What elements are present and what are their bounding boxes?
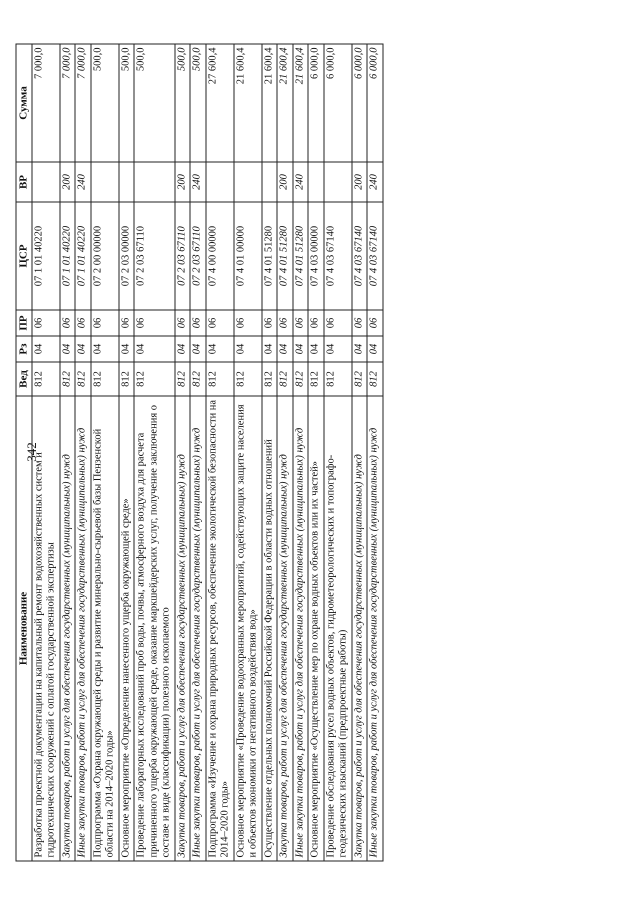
cell-name: Проведение обследования русел водных объектов, гидрометеорологических и топографо-геодезических изысканий (предпроектные работы) — [324, 396, 352, 861]
table-row — [206, 44, 234, 861]
cell-name: Закупка товаров, работ и услуг для обеспечения государственных (муниципальных) нужд — [60, 396, 76, 861]
cell-rz: 04 — [134, 336, 175, 362]
header-rz: Рз — [16, 336, 32, 362]
cell-name: Иные закупки товаров, работ и услуг для обеспечения государственных (муниципальных) нужд — [190, 396, 206, 861]
cell-sum: 27 600,4 — [206, 44, 234, 162]
cell-vr: 200 — [175, 162, 191, 202]
cell-vr — [32, 162, 60, 202]
cell-sum: 500,0 — [134, 44, 175, 162]
table-body — [32, 44, 383, 861]
cell-ved: 812 — [277, 362, 293, 396]
header-ved: Вед — [16, 362, 32, 396]
cell-rz: 04 — [32, 336, 60, 362]
cell-rz: 04 — [262, 336, 278, 362]
cell-sum: 7 000,0 — [60, 44, 76, 162]
cell-vr — [324, 162, 352, 202]
cell-rz: 04 — [190, 336, 206, 362]
cell-sum: 6 000,0 — [367, 44, 383, 162]
cell-ved: 812 — [352, 362, 368, 396]
table-row — [352, 44, 368, 861]
cell-name: Подпрограмма «Изучение и охрана природных ресурсов, обеспечение экологической безопасности на 2014–2020 годы» — [206, 396, 234, 861]
cell-vr — [119, 162, 135, 202]
table-row — [119, 44, 135, 861]
header-csr: ЦСР — [16, 202, 32, 310]
table-row — [190, 44, 206, 861]
cell-csr: 07 1 01 40220 — [60, 202, 76, 310]
budget-table-sheet — [16, 45, 574, 862]
cell-csr: 07 1 01 40220 — [75, 202, 91, 310]
table-row — [308, 44, 324, 861]
cell-name: Основное мероприятие «Определение нанесенного ущерба окружающей среде» — [119, 396, 135, 861]
table-row — [277, 44, 293, 861]
cell-name: Проведение лабораторных исследований проб воды, почвы, атмосферного воздуха для расчета причиненного ущерба окружающей среде, оказание маркшейдерских услуг, получение заключения о составе и виде (классификации) полезного ископаемого — [134, 396, 175, 861]
table-row — [293, 44, 309, 861]
cell-vr — [262, 162, 278, 202]
cell-rz: 04 — [175, 336, 191, 362]
cell-sum: 500,0 — [175, 44, 191, 162]
cell-csr: 07 2 03 67110 — [134, 202, 175, 310]
cell-ved: 812 — [60, 362, 76, 396]
cell-rz: 04 — [234, 336, 262, 362]
cell-pr: 06 — [367, 310, 383, 336]
cell-ved: 812 — [367, 362, 383, 396]
cell-csr: 07 4 03 67140 — [324, 202, 352, 310]
cell-rz: 04 — [119, 336, 135, 362]
table-row — [60, 44, 76, 861]
cell-sum: 500,0 — [119, 44, 135, 162]
cell-csr: 07 4 00 00000 — [206, 202, 234, 310]
cell-name: Иные закупки товаров, работ и услуг для обеспечения государственных (муниципальных) нужд — [367, 396, 383, 861]
table-row — [324, 44, 352, 861]
cell-ved: 812 — [119, 362, 135, 396]
cell-rz: 04 — [308, 336, 324, 362]
cell-name: Закупка товаров, работ и услуг для обеспечения государственных (муниципальных) нужд — [277, 396, 293, 861]
table-row — [91, 44, 119, 861]
cell-sum: 6 000,0 — [352, 44, 368, 162]
cell-pr: 06 — [75, 310, 91, 336]
cell-pr: 06 — [308, 310, 324, 336]
cell-name: Подпрограмма «Охрана окружающей среды и развитие минерально-сырьевой базы Пензенской области на 2014–2020 годы» — [91, 396, 119, 861]
cell-csr: 07 4 03 67140 — [352, 202, 368, 310]
cell-sum: 7 000,0 — [75, 44, 91, 162]
header-sum: Сумма — [16, 44, 32, 162]
cell-csr: 07 4 03 67140 — [367, 202, 383, 310]
cell-pr: 06 — [190, 310, 206, 336]
header-name: Наименование — [16, 396, 32, 861]
cell-vr: 240 — [367, 162, 383, 202]
table-row — [134, 44, 175, 861]
table-row — [262, 44, 278, 861]
cell-vr: 200 — [352, 162, 368, 202]
cell-vr — [308, 162, 324, 202]
cell-name: Закупка товаров, работ и услуг для обеспечения государственных (муниципальных) нужд — [352, 396, 368, 861]
cell-csr: 07 4 01 51280 — [277, 202, 293, 310]
cell-sum: 500,0 — [91, 44, 119, 162]
cell-rz: 04 — [352, 336, 368, 362]
cell-name: Осуществление отдельных полномочий Российской Федерации в области водных отношений — [262, 396, 278, 861]
cell-pr: 06 — [60, 310, 76, 336]
cell-pr: 06 — [293, 310, 309, 336]
cell-ved: 812 — [308, 362, 324, 396]
table-row — [367, 44, 383, 861]
table-header-row — [16, 44, 32, 861]
cell-ved: 812 — [175, 362, 191, 396]
cell-pr: 06 — [134, 310, 175, 336]
cell-name: Разработка проектной документации на капитальный ремонт водохозяйственных систем и гидротехнических сооружений с оплатой государственной экспертизы — [32, 396, 60, 861]
budget-table — [16, 44, 384, 862]
cell-rz: 04 — [206, 336, 234, 362]
cell-rz: 04 — [91, 336, 119, 362]
cell-sum: 7 000,0 — [32, 44, 60, 162]
cell-pr: 06 — [352, 310, 368, 336]
cell-name: Закупка товаров, работ и услуг для обеспечения государственных (муниципальных) нужд — [175, 396, 191, 861]
cell-vr — [234, 162, 262, 202]
header-pr: ПР — [16, 310, 32, 336]
cell-name: Основное мероприятие «Проведение водоохранных мероприятий, содействующих защите населения и объектов экономики от негативного воздействия вод» — [234, 396, 262, 861]
cell-sum: 21 600,4 — [277, 44, 293, 162]
cell-ved: 812 — [206, 362, 234, 396]
cell-ved: 812 — [262, 362, 278, 396]
cell-pr: 06 — [119, 310, 135, 336]
cell-sum: 21 600,4 — [234, 44, 262, 162]
cell-pr: 06 — [262, 310, 278, 336]
cell-csr: 07 1 01 40220 — [32, 202, 60, 310]
cell-vr: 240 — [293, 162, 309, 202]
cell-rz: 04 — [293, 336, 309, 362]
cell-ved: 812 — [134, 362, 175, 396]
cell-rz: 04 — [277, 336, 293, 362]
cell-ved: 812 — [32, 362, 60, 396]
cell-csr: 07 4 01 51280 — [262, 202, 278, 310]
cell-ved: 812 — [293, 362, 309, 396]
cell-ved: 812 — [75, 362, 91, 396]
cell-pr: 06 — [175, 310, 191, 336]
cell-vr: 200 — [277, 162, 293, 202]
cell-sum: 21 600,4 — [293, 44, 309, 162]
cell-rz: 04 — [367, 336, 383, 362]
cell-csr: 07 2 00 00000 — [91, 202, 119, 310]
cell-sum: 6 000,0 — [324, 44, 352, 162]
cell-csr: 07 2 03 67110 — [175, 202, 191, 310]
cell-ved: 812 — [234, 362, 262, 396]
cell-rz: 04 — [60, 336, 76, 362]
cell-csr: 07 4 01 51280 — [293, 202, 309, 310]
header-vr: ВР — [16, 162, 32, 202]
cell-vr — [134, 162, 175, 202]
table-row — [234, 44, 262, 861]
cell-sum: 21 600,4 — [262, 44, 278, 162]
cell-name: Основное мероприятие «Осуществление мер по охране водных объектов или их частей» — [308, 396, 324, 861]
cell-pr: 06 — [206, 310, 234, 336]
cell-vr — [91, 162, 119, 202]
cell-csr: 07 2 03 00000 — [119, 202, 135, 310]
cell-csr: 07 2 03 67110 — [190, 202, 206, 310]
cell-pr: 06 — [91, 310, 119, 336]
cell-sum: 500,0 — [190, 44, 206, 162]
cell-pr: 06 — [277, 310, 293, 336]
cell-csr: 07 4 01 00000 — [234, 202, 262, 310]
cell-ved: 812 — [190, 362, 206, 396]
table-row — [175, 44, 191, 861]
cell-name: Иные закупки товаров, работ и услуг для обеспечения государственных (муниципальных) нужд — [75, 396, 91, 861]
cell-rz: 04 — [324, 336, 352, 362]
cell-vr: 240 — [190, 162, 206, 202]
cell-pr: 06 — [234, 310, 262, 336]
cell-ved: 812 — [91, 362, 119, 396]
cell-pr: 06 — [324, 310, 352, 336]
cell-vr — [206, 162, 234, 202]
cell-pr: 06 — [32, 310, 60, 336]
cell-name: Иные закупки товаров, работ и услуг для обеспечения государственных (муниципальных) нужд — [293, 396, 309, 861]
cell-rz: 04 — [75, 336, 91, 362]
cell-vr: 240 — [75, 162, 91, 202]
cell-ved: 812 — [324, 362, 352, 396]
page-number: 342 — [24, 442, 39, 462]
table-row — [75, 44, 91, 861]
table-row — [32, 44, 60, 861]
cell-sum: 6 000,0 — [308, 44, 324, 162]
cell-vr: 200 — [60, 162, 76, 202]
cell-csr: 07 4 03 00000 — [308, 202, 324, 310]
